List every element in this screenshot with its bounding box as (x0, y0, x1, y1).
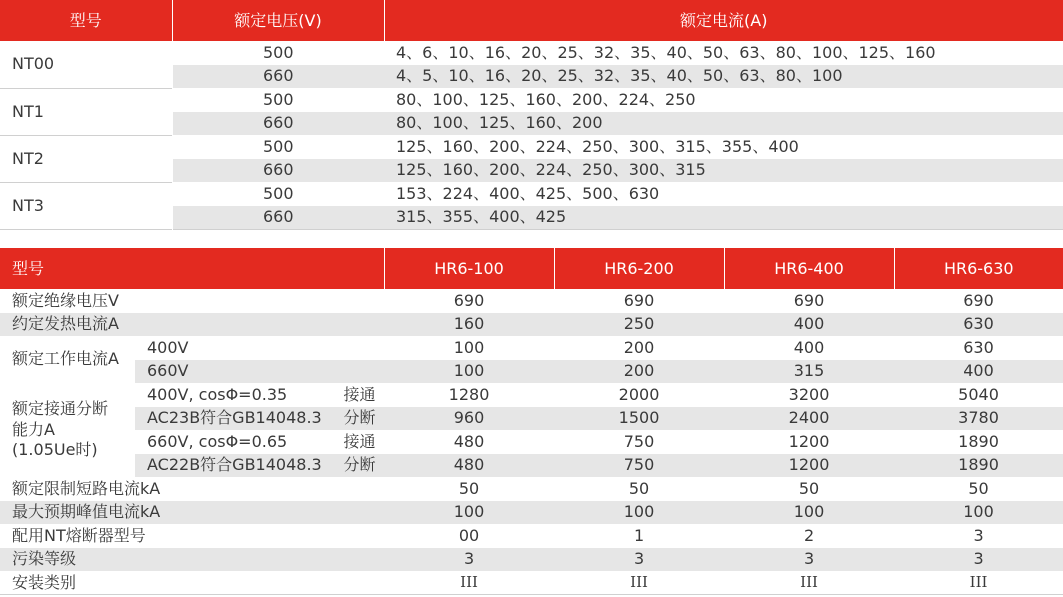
value-cell: 3 (894, 548, 1063, 572)
voltage-cell: 660 (172, 206, 384, 230)
row-label: 配用NT熔断器型号 (0, 524, 384, 548)
voltage-cell: 500 (172, 41, 384, 65)
value-cell: 960 (384, 407, 554, 431)
value-cell: 100 (894, 501, 1063, 525)
voltage-cell: 500 (172, 182, 384, 206)
value-cell: 1 (554, 524, 724, 548)
table-row (0, 336, 1063, 360)
model-cell: NT2 (0, 135, 172, 182)
model-cell: NT00 (0, 41, 172, 88)
value-cell: 100 (384, 501, 554, 525)
table-row (0, 501, 1063, 525)
table-row (0, 41, 1063, 65)
table-row (0, 524, 1063, 548)
value-cell: 315 (724, 360, 894, 384)
header-model: 型号 (0, 248, 384, 289)
value-cell: 400 (894, 360, 1063, 384)
value-cell: 100 (554, 501, 724, 525)
value-cell: 50 (894, 477, 1063, 501)
header-rated-voltage: 额定电压(V) (172, 0, 384, 41)
value-cell: 1890 (894, 454, 1063, 478)
row-label: 污染等级 (0, 548, 384, 572)
label-line: 额定接通分断 (12, 398, 109, 418)
table-row (0, 383, 1063, 407)
currents-cell: 80、100、125、160、200、224、250 (384, 88, 1063, 112)
value-cell: 690 (894, 289, 1063, 313)
header-model: 型号 (0, 0, 172, 41)
value-cell: 3780 (894, 407, 1063, 431)
table-row (0, 454, 1063, 478)
value-cell: 2 (724, 524, 894, 548)
table-row (0, 182, 1063, 206)
op-label: 分断 (335, 407, 384, 431)
op-label: 接通 (335, 383, 384, 407)
currents-cell: 4、5、10、16、20、25、32、35、40、50、63、80、100 (384, 65, 1063, 89)
sub-label: AC23B符合GB14048.3 (135, 407, 335, 431)
sub-label: 660V (135, 360, 384, 384)
table-row (0, 548, 1063, 572)
model-cell: NT3 (0, 182, 172, 229)
value-cell: 160 (384, 313, 554, 337)
voltage-cell: 660 (172, 65, 384, 89)
value-cell: 400 (724, 336, 894, 360)
header-rated-current: 额定电流(A) (384, 0, 1063, 41)
value-cell: 200 (554, 360, 724, 384)
currents-cell: 4、6、10、16、20、25、32、35、40、50、63、80、100、125、160 (384, 41, 1063, 65)
table-row (0, 360, 1063, 384)
hr6-spec-table (0, 248, 1063, 595)
voltage-cell: 660 (172, 159, 384, 183)
sub-label: AC22B符合GB14048.3 (135, 454, 335, 478)
value-cell: 480 (384, 454, 554, 478)
value-cell: 690 (384, 289, 554, 313)
table-row (0, 313, 1063, 337)
value-cell: 250 (554, 313, 724, 337)
value-cell: 00 (384, 524, 554, 548)
currents-cell: 125、160、200、224、250、300、315、355、400 (384, 135, 1063, 159)
label-line: (1.05Ue时) (12, 440, 98, 460)
nt-current-table (0, 0, 1063, 230)
value-cell: 1280 (384, 383, 554, 407)
value-cell: III (894, 571, 1063, 595)
value-cell: 100 (384, 360, 554, 384)
currents-cell: 80、100、125、160、200 (384, 112, 1063, 136)
model-cell: NT1 (0, 88, 172, 135)
voltage-cell: 500 (172, 88, 384, 112)
table-row (0, 571, 1063, 595)
value-cell: 100 (384, 336, 554, 360)
header-hr6-630: HR6-630 (894, 248, 1063, 289)
currents-cell: 125、160、200、224、250、300、315 (384, 159, 1063, 183)
value-cell: 2000 (554, 383, 724, 407)
header-hr6-100: HR6-100 (384, 248, 554, 289)
row-label: 额定限制短路电流kA (0, 477, 384, 501)
table-row (0, 88, 1063, 112)
value-cell: 480 (384, 430, 554, 454)
value-cell: 3 (554, 548, 724, 572)
value-cell: 1200 (724, 430, 894, 454)
value-cell: 690 (724, 289, 894, 313)
value-cell: 1500 (554, 407, 724, 431)
currents-cell: 153、224、400、425、500、630 (384, 182, 1063, 206)
value-cell: 100 (724, 501, 894, 525)
header-hr6-200: HR6-200 (554, 248, 724, 289)
value-cell: 630 (894, 336, 1063, 360)
value-cell: 2400 (724, 407, 894, 431)
value-cell: 400 (724, 313, 894, 337)
value-cell: 750 (554, 430, 724, 454)
voltage-cell: 500 (172, 135, 384, 159)
value-cell: 3 (724, 548, 894, 572)
value-cell: III (384, 571, 554, 595)
value-cell: 1200 (724, 454, 894, 478)
sub-label: 400V (135, 336, 384, 360)
row-label: 约定发热电流A (0, 313, 384, 337)
row-label: 最大预期峰值电流kA (0, 501, 384, 525)
row-label (0, 383, 135, 477)
table-row (0, 135, 1063, 159)
value-cell: 50 (554, 477, 724, 501)
table-row (0, 477, 1063, 501)
header-hr6-400: HR6-400 (724, 248, 894, 289)
value-cell: 3200 (724, 383, 894, 407)
row-label: 额定工作电流A (0, 336, 135, 383)
row-label: 安装类别 (0, 571, 384, 595)
value-cell: 5040 (894, 383, 1063, 407)
value-cell: 690 (554, 289, 724, 313)
value-cell: III (724, 571, 894, 595)
op-label: 分断 (335, 454, 384, 478)
table-row (0, 430, 1063, 454)
voltage-cell: 660 (172, 112, 384, 136)
value-cell: 750 (554, 454, 724, 478)
value-cell: 630 (894, 313, 1063, 337)
value-cell: 3 (384, 548, 554, 572)
currents-cell: 315、355、400、425 (384, 206, 1063, 230)
sub-label: 660V, cosΦ=0.65 (135, 430, 335, 454)
table-row (0, 289, 1063, 313)
table-header-row (0, 0, 1063, 41)
sub-label: 400V, cosΦ=0.35 (135, 383, 335, 407)
value-cell: 1890 (894, 430, 1063, 454)
value-cell: III (554, 571, 724, 595)
label-line: 能力A (12, 419, 55, 439)
table-row (0, 407, 1063, 431)
value-cell: 3 (894, 524, 1063, 548)
value-cell: 50 (724, 477, 894, 501)
row-label: 额定绝缘电压V (0, 289, 384, 313)
table-header-row (0, 248, 1063, 289)
op-label: 接通 (335, 430, 384, 454)
value-cell: 50 (384, 477, 554, 501)
value-cell: 200 (554, 336, 724, 360)
